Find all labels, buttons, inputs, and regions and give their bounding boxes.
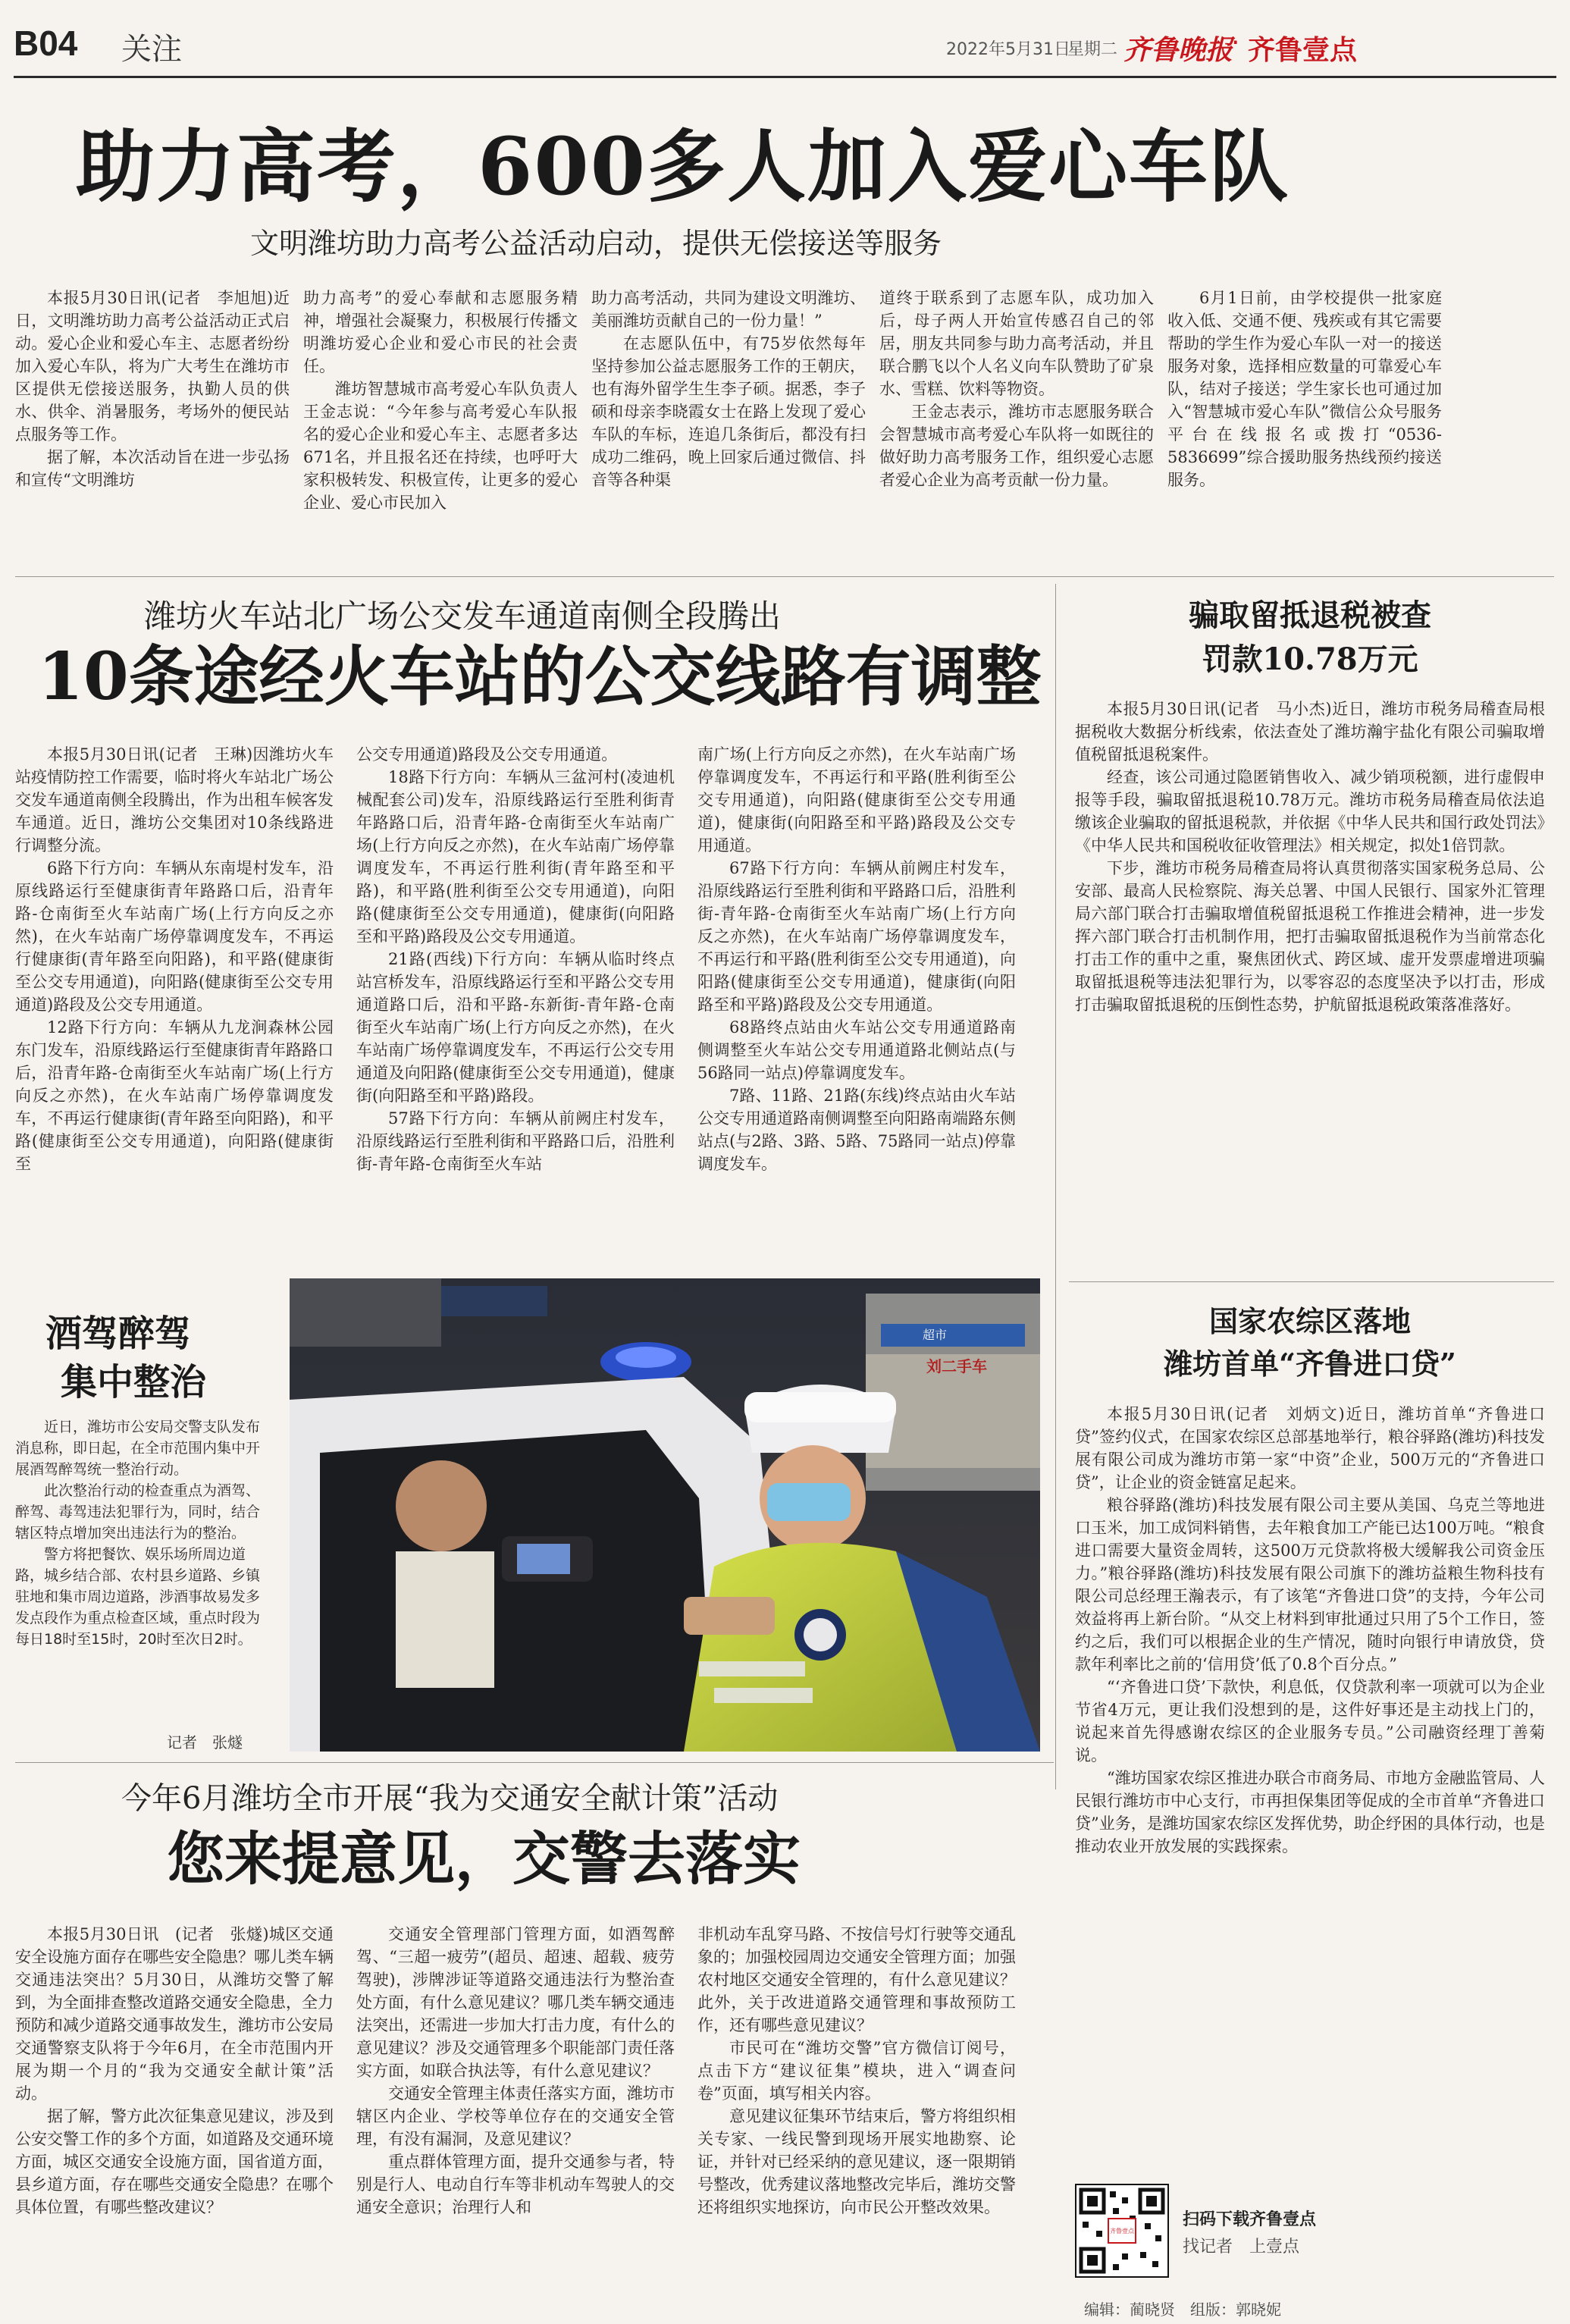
article1-bottom-rule xyxy=(15,576,1554,577)
column-divider-right xyxy=(1055,584,1056,1789)
qr-caption-1: 扫码下载齐鲁壹点 xyxy=(1183,2210,1317,2229)
header-rule xyxy=(14,76,1556,78)
article4-body: 本报5月30日讯(记者 刘炳文)近日，潍坊首单“齐鲁进口贷”签约仪式，在国家农综区总部基地举行，粮谷驿路(潍坊)科技发展有限公司成为潍坊市第一家“中资”企业，500万元的“齐鲁进口贷”，让企业的资金链富足起来。 粮谷驿路(潍坊)科技发展有限公司主要从美国、乌克兰等地进口玉米，加工成饲料销售，去年粮食加工产能已达100万吨。“粮食进口需要大量资金周转，这500万元贷款将极大缓解我公司资金压力。”粮谷驿路(潍坊)科技发展有限公司旗下的潍坊益粮生物科技有限公司总经理王瀚表示，有了该笔“齐鲁进口贷”的支持，今年公司效益将再上新台阶。“从交上材料到审批通过只用了5个工作日，签约之后，我们可以根据企业的生产情况，随时向银行申请放贷，贷款年利率比之前的‘信用贷’低了0.8个百分点。” “‘齐鲁进口贷’下款快，利息低，仅贷款利率一项就可以为企业节省4万元，更让我们没想到的是，这件好事还是主动找上门的，说起来首先得感谢农综区的企业服务专员。”公司融资经理丁善菊说。 “潍坊国家农综区推进办联合市商务局、市地方金融监管局、人民银行潍坊市中心支行，市再担保集团等促成的全市首单“齐鲁进口贷”业务，是潍坊国家农综区发挥优势，助企纾困的具体行动，也是推动农业开放发展的实践探索。 xyxy=(1075,1405,1545,1855)
article1-col4: 道终于联系到了志愿车队，成功加入后，母子两人开始宣传感召自己的邻居，朋友共同参与助力高考活动，并且联合鹏飞以个人名义向车队赞助了矿泉水、雪糕、饮料等物资。 王金志表示，潍坊市志愿服务联合会智慧城市高考爱心车队将一如既往的做好助力高考服务工作，组织爱心志愿者爱心企业为高考贡献一份力量。 xyxy=(879,289,1154,489)
article6-col2: 交通安全管理部门管理方面，如酒驾醉驾、“三超一疲劳”(超员、超速、超载、疲劳驾驶)，涉牌涉证等道路交通违法行为整治查处方面，有什么意见建议？哪几类车辆交通违法突出，还需进一步加大打击力度，有什么的意见建议？涉及交通管理多个职能部门责任落实方面，如联合执法等，有什么意见建议？ 交通安全管理主体责任落实方面，潍坊市辖区内企业、学校等单位存在的交通安全管理，有没有漏洞，及意见建议？ 重点群体管理方面，提升交通参与者，特别是行人、电动自行车等非机动车驾驶人的交通安全意识；治理行人和 xyxy=(356,1925,675,2216)
article1-col1: 本报5月30日讯(记者 李旭旭)近日，文明潍坊助力高考公益活动正式启动。爱心企业和爱心车主、志愿者纷纷加入爱心车队，将为广大考生在潍坊市区提供无偿接送服务，执勤人员的供水、供伞、消暑服务，考场外的便民站点服务等工作。 据了解，本次活动旨在进一步弘扬和宣传“文明潍坊 xyxy=(15,289,290,489)
article1-col5: 6月1日前，由学校提供一批家庭收入低、交通不便、残疾或有其它需要帮助的学生作为爱心车队一对一的接送服务对象，选择相应数量的可靠爱心车队，结对子接送；学生家长也可通过加入“智慧城市爱心车队”微信公众号服务平台在线报名或拨打“0536-5836699”综合援助服务热线预约接送服务。 xyxy=(1167,289,1442,489)
article3-title-line2: 罚款10.78万元 xyxy=(1202,641,1418,677)
article6-col3: 非机动车乱穿马路、不按信号灯行驶等交通乱象的；加强校园周边交通安全管理方面；加强农村地区交通安全管理的，有什么意见建议？此外，关于改进道路交通管理和事故预防工作，还有哪些意见建议？ 市民可在“潍坊交警”官方微信订阅号，点击下方“建议征集”模块，进入“调查问卷”页面，填写相关内容。 意见建议征集环节结束后，警方将组织相关专家、一线民警到现场开展实地勘察、论证，并针对已经采纳的意见建议，逐一限期销号整改，优秀建议落地整改完毕后，潍坊交警还将组织实地探访，向市民公开整改效果。 xyxy=(697,1925,1016,2216)
article2-col1: 本报5月30日讯(记者 王琳)因潍坊火车站疫情防控工作需要，临时将火车站北广场公交发车通道南侧全段腾出，作为出租车候客发车通道。近日，潍坊公交集团对10条线路进行调整分流。 6路下行方向：车辆从东南堤村发车，沿原线路运行至健康街青年路路口后，沿青年路-仓南街至火车站南广场(上行方向反之亦然)，在火车站南广场停靠调度发车，不再运行健康街(青年路至向阳路)，和平路(健康街至公交专用通道)，向阳路(健康街至公交专用通道)路段及公交专用通道。 12路下行方向：车辆从九龙涧森林公园东门发车，沿原线路运行至健康街青年路路口后，沿青年路-仓南街至火车站南广场(上行方向反之亦然)，在火车站南广场停靠调度发车，不再运行健康街(青年路至向阳路)，和平路(健康街至公交专用通道)，向阳路(健康街至 xyxy=(15,745,334,1173)
article3-body: 本报5月30日讯(记者 马小杰)近日，潍坊市税务局稽查局根据税收大数据分析线索，依法查处了潍坊瀚宇盐化有限公司骗取增值税留抵退税案件。 经查，该公司通过隐匿销售收入、减少销项税额，进行虚假申报等手段，骗取留抵退税10.78万元。潍坊市税务局稽查局依法追缴该企业骗取的留抵退税款，并依据《中华人民共和国行政处罚法》《中华人民共和国税收征收管理法》相关规定，拟处1倍罚款。 下步，潍坊市税务局稽查局将认真贯彻落实国家税务总局、公安部、最高人民检察院、海关总署、中国人民银行、国家外汇管理局六部门联合打击骗取增值税留抵退税工作推进会精神，进一步发挥六部门联合打击机制作用，把打击骗取留抵退税作为当前常态化打击工作的重中之重，聚焦团伙式、跨区域、虚开发票虚增进项骗取留抵退税等违法犯罪行为，以零容忍的态度坚决予以打击，形成打击骗取留抵退税的压倒性态势，护航留抵退税政策落准落好。 xyxy=(1075,700,1545,1014)
article5-title-line2: 集中整治 xyxy=(61,1361,207,1403)
photo-sign-supermarket: 超市 xyxy=(923,1328,948,1342)
page-number: B04 xyxy=(14,24,78,63)
article1-col3: 助力高考活动，共同为建设文明潍坊、美丽潍坊贡献自己的一份力量！” 在志愿队伍中，有75岁依然每年坚持参加公益志愿服务工作的王朝庆，也有海外留学生生李子硕。据悉，李子硕和母亲李晓霞女士在路上发现了爱心车队的车标，连追几条街后，都没有扫成功二维码，晚上回家后通过微信、抖音等各种渠 xyxy=(591,289,866,489)
qr-code[interactable] xyxy=(1075,2184,1169,2278)
article3-title-line1: 骗取留抵退税被查 xyxy=(1189,597,1431,633)
photo-sign-usedcar: 刘二手车 xyxy=(926,1357,987,1375)
qr-caption-2: 找记者 上壹点 xyxy=(1183,2238,1300,2257)
article6-col1: 本报5月30日讯 (记者 张燧)城区交通安全设施方面存在哪些安全隐患？哪儿类车辆交通违法突出？5月30日，从潍坊交警了解到，为全面排查整改道路交通安全隐患，全力预防和减少道路交通事故发生，潍坊市公安局交通警察支队将于今年6月，在全市范围内开展为期一个月的“我为交通安全献计策”活动。 据了解，警方此次征集意见建议，涉及到公安交警工作的多个方面，如道路及交通环境方面，城区交通安全设施方面，国省道方面，县乡道方面，存在哪些交通安全隐患？在哪个具体位置，有哪些整改建议？ xyxy=(15,1925,334,2216)
header-weekday: 星期二 xyxy=(1067,40,1118,59)
article2-col2: 公交专用通道)路段及公交专用通道。 18路下行方向：车辆从三盆河村(凌迪机械配套公司)发车，沿原线路运行至胜利街青年路路口后，沿青年路-仓南街至火车站南广场(上行方向反之亦然)，在火车站南广场停靠调度发车，不再运行胜利街(青年路至和平路)，和平路(胜利街至公交专用通道)，向阳路(健康街至公交专用通道)，健康街(向阳路至和平路)路段及公交专用通道。 21路(西线)下行方向：车辆从临时终点站宫桥发车，沿原线路运行至和平路公交专用通道路口后，沿和平路-东新街-青年路-仓南街至火车站南广场(上行方向反之亦然)，在火车站南广场停靠调度发车，不再运行公交专用通道及向阳路(健康街至公交专用通道)，健康街(向阳路至和平路)路段。 57路下行方向：车辆从前阙庄村发车，沿原线路运行至胜利街和平路路口后，沿胜利街-青年路-仓南街至火车站 xyxy=(356,745,675,1173)
article2-kicker: 潍坊火车站北广场公交发车通道南侧全段腾出 xyxy=(144,597,782,635)
article2-col3: 南广场(上行方向反之亦然)，在火车站南广场停靠调度发车，不再运行和平路(胜利街至公交专用通道)，向阳路(健康街至公交专用通道)，健康街(向阳路至和平路)路段及公交专用通道。 67路下行方向：车辆从前阙庄村发车，沿原线路运行至胜利街和平路路口后，沿胜利街-青年路-仓南街至火车站南广场(上行方向反之亦然)，在火车站南广场停靠调度发车，不再运行和平路(胜利街至公交专用通道)，向阳路(健康街至公交专用通道)，健康街(向阳路至和平路)路段及公交专用通道。 68路终点站由火车站公交专用通道路南侧调整至火车站公交专用通道路北侧站点(与56路同一站点)停靠调度发车。 7路、11路、21路(东线)终点站由火车站公交专用通道路南侧调整至向阳路南端路东侧站点(与2路、3路、5路、75路同一站点)停靠调度发车。 xyxy=(697,745,1016,1173)
brand-dot: · xyxy=(1231,27,1240,58)
article6-title: 您来提意见，交警去落实 xyxy=(167,1825,801,1893)
article1-col2: 助力高考”的爱心奉献和志愿服务精神，增强社会凝聚力，积极展行传播文明潍坊爱心企业和爱心市民的社会责任。 潍坊智慧城市高考爱心车队负责人王金志说：“今年参与高考爱心车队报名的爱心企业和爱心车主、志愿者多达671名，并且报名还在持续，也呼吁大家积极转发、积极宣传，让更多的爱心企业、爱心市民加入 xyxy=(303,289,578,512)
article5-title-line1: 酒驾醉驾 xyxy=(45,1313,192,1355)
article6-kicker: 今年6月潍坊全市开展“我为交通安全献计策”活动 xyxy=(121,1781,779,1816)
article4-title-line1: 国家农综区落地 xyxy=(1208,1304,1411,1338)
article1-title: 助力高考，600多人加入爱心车队 xyxy=(76,120,1290,213)
qr-center-label: 齐鲁壹点 xyxy=(1110,2228,1134,2235)
section-name: 关注 xyxy=(121,32,182,67)
footer-editor: 编辑：蔺晓贤 组版：郭晓妮 xyxy=(1084,2300,1281,2319)
article1-subtitle: 文明潍坊助力高考公益活动启动，提供无偿接送等服务 xyxy=(250,227,942,260)
article4-title-line2: 潍坊首单“齐鲁进口贷” xyxy=(1164,1347,1456,1381)
article5-bottom-rule xyxy=(15,1762,1054,1763)
header-date: 2022年5月31日 xyxy=(946,40,1070,59)
article5-byline: 记者 张燧 xyxy=(167,1733,243,1752)
article2-title: 10条途经火车站的公交线路有调整 xyxy=(38,638,1042,715)
brand-qlyd: 齐鲁壹点 xyxy=(1248,35,1358,66)
news-photo xyxy=(290,1278,1040,1752)
photo-illustration xyxy=(290,1278,1040,1752)
article3-bottom-rule xyxy=(1069,1281,1554,1282)
article5-body: 近日，潍坊市公安局交警支队发布消息称，即日起，在全市范围内集中开展酒驾醉驾统一整治行动。 此次整治行动的检查重点为酒驾、醉驾、毒驾违法犯罪行为，同时，结合辖区特点增加突出违法行为的整治。 警方将把餐饮、娱乐场所周边道路，城乡结合部、农村县乡道路、乡镇驻地和集市周边道路，涉酒事故易发多发点段作为重点检查区域，重点时段为每日18时至15时，20时至次日2时。 xyxy=(15,1419,261,1648)
brand-qlwb: 齐鲁晚报 xyxy=(1123,34,1233,66)
